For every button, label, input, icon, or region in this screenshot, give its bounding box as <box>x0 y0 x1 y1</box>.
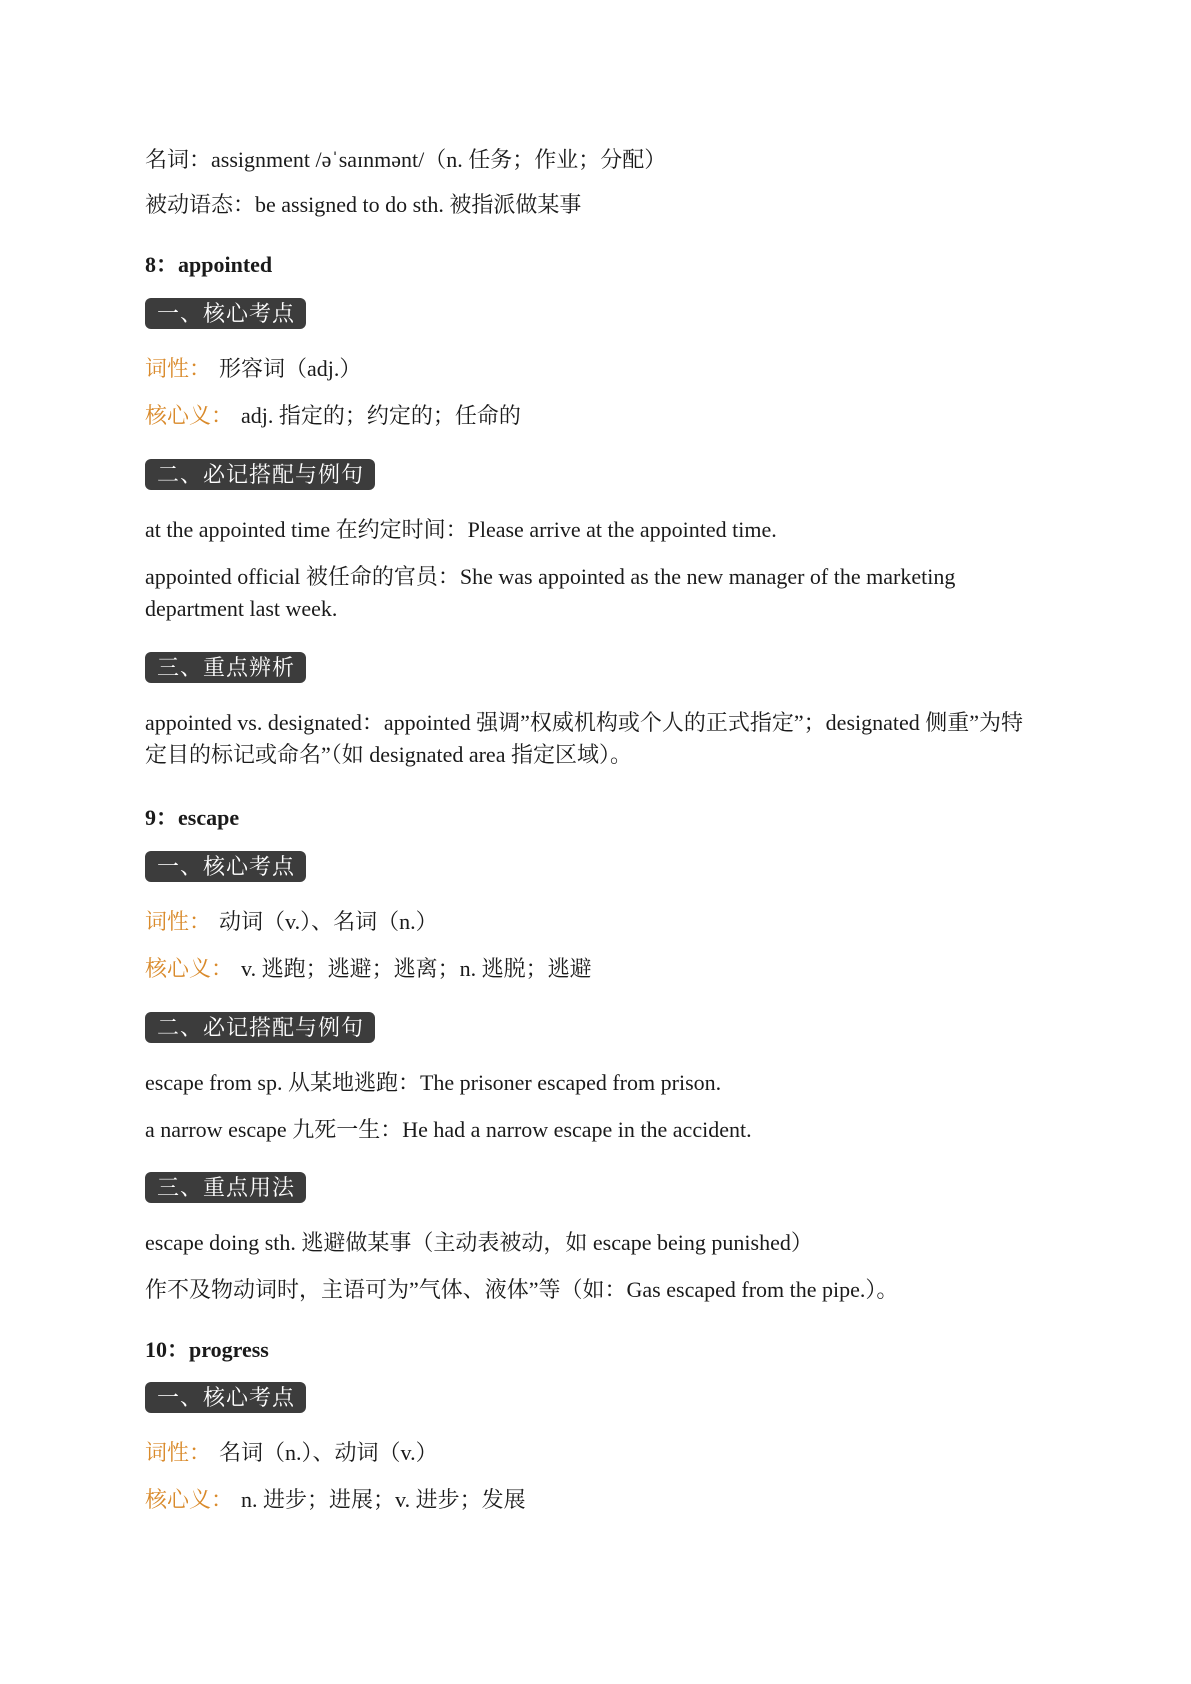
pos-label: 词性： <box>145 1440 212 1465</box>
entry-heading-progress: 10：progress <box>145 1337 269 1362</box>
section-tag-collocations: 二、必记搭配与例句 <box>145 1012 375 1043</box>
section-tag-core: 一、核心考点 <box>145 1382 306 1413</box>
pos-label: 词性： <box>145 356 212 381</box>
pos-value: 形容词（adj.） <box>219 356 362 381</box>
example-line: at the appointed time 在约定时间：Please arrive at the appointed time. <box>145 517 777 542</box>
example-line: escape from sp. 从某地逃跑：The prisoner escaped from prison. <box>145 1070 722 1095</box>
pos-line <box>145 1437 438 1469</box>
entry-heading-appointed: 8：appointed <box>145 252 273 277</box>
meaning-value: adj. 指定的；约定的；任命的 <box>241 403 521 428</box>
pos-label: 词性： <box>145 909 212 934</box>
meaning-label: 核心义： <box>145 403 234 428</box>
usage-line: 作不及物动词时，主语可为”气体、液体”等（如：Gas escaped from the pipe.）。 <box>145 1277 899 1302</box>
meaning-line <box>145 1484 526 1516</box>
example-line: a narrow escape 九死一生：He had a narrow escape in the accident. <box>145 1117 752 1142</box>
pos-line <box>145 906 438 938</box>
meaning-value: v. 逃跑；逃避；逃离；n. 逃脱；逃避 <box>241 956 592 981</box>
meaning-value: n. 进步；进展；v. 进步；发展 <box>241 1487 526 1512</box>
example-paragraph: appointed official 被任命的官员：She was appointed as the new manager of the marketing department last week. <box>145 564 956 621</box>
pos-value: 动词（v.）、名词（n.） <box>219 909 438 934</box>
section-tag-collocations: 二、必记搭配与例句 <box>145 459 375 490</box>
section-tag-core: 一、核心考点 <box>145 851 306 882</box>
section-tag-core: 一、核心考点 <box>145 298 306 329</box>
meaning-line <box>145 400 521 432</box>
passive-voice-line: 被动语态：be assigned to do sth. 被指派做某事 <box>145 192 582 217</box>
entry-heading-escape: 9：escape <box>145 805 240 830</box>
meaning-label: 核心义： <box>145 1487 234 1512</box>
section-tag-analysis: 三、重点辨析 <box>145 652 306 683</box>
meaning-label: 核心义： <box>145 956 234 981</box>
pos-value: 名词（n.）、动词（v.） <box>219 1440 438 1465</box>
usage-line: escape doing sth. 逃避做某事（主动表被动，如 escape being punished） <box>145 1230 813 1255</box>
noun-form-line: 名词：assignment /əˈsaɪnmənt/（n. 任务；作业；分配） <box>145 147 667 172</box>
analysis-paragraph: appointed vs. designated：appointed 强调”权威机构或个人的正式指定”；designated 侧重”为特定目的标记或命名”（如 designated area 指定区域）。 <box>145 710 1024 767</box>
meaning-line <box>145 953 592 985</box>
pos-line <box>145 353 361 385</box>
section-tag-usage: 三、重点用法 <box>145 1172 306 1203</box>
